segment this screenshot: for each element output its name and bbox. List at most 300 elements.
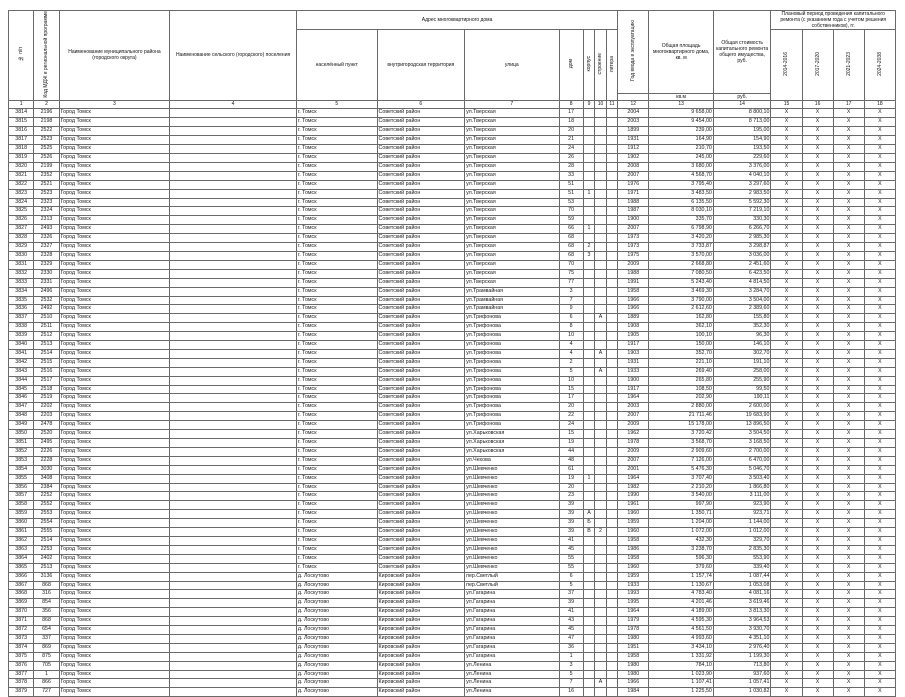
cell-period-3: X [833, 465, 864, 474]
cell-house: 51 [559, 180, 583, 189]
cell-district: Советский район [377, 207, 465, 216]
cell-district: Советский район [377, 127, 465, 136]
cell-period-1: X [771, 154, 802, 163]
cell-building [595, 341, 607, 350]
cell-municipal: Город Томск [59, 421, 170, 430]
cell-period-1: X [771, 510, 802, 519]
cell-locality: г. Томск [296, 278, 377, 287]
cell-total-area: 335,70 [649, 216, 714, 225]
cell-locality: д. Лоскутово [296, 608, 377, 617]
cell-house: 70 [559, 207, 583, 216]
cell-settlement [170, 581, 297, 590]
cell-total-area: 3 420,20 [649, 234, 714, 243]
cell-row-num: 3846 [9, 394, 34, 403]
cell-reg-code: 316 [34, 590, 59, 599]
cell-total-area: 2 880,00 [649, 403, 714, 412]
cell-reg-code: 2324 [34, 207, 59, 216]
cell-municipal: Город Томск [59, 545, 170, 554]
cell-settlement [170, 332, 297, 341]
cell-period-2: X [802, 563, 833, 572]
cell-street: ул.Тверская [465, 162, 559, 171]
cell-district: Советский район [377, 483, 465, 492]
cell-total-area: 3 469,30 [649, 287, 714, 296]
cell-street: ул.Шевченко [465, 545, 559, 554]
cell-letter [606, 447, 618, 456]
cell-reg-code: 2327 [34, 243, 59, 252]
register-sheet [8, 10, 896, 697]
cell-locality: г. Томск [296, 528, 377, 537]
cell-building: А [595, 349, 607, 358]
cell-letter [606, 216, 618, 225]
table-row [9, 234, 896, 243]
cell-period-4: X [864, 545, 895, 554]
cell-settlement [170, 109, 297, 118]
cell-house: 3 [559, 287, 583, 296]
cell-locality: г. Томск [296, 385, 377, 394]
cell-settlement [170, 465, 297, 474]
cell-municipal: Город Томск [59, 439, 170, 448]
table-row [9, 269, 896, 278]
cell-locality: г. Томск [296, 171, 377, 180]
cell-district: Кировский район [377, 670, 465, 679]
table-row [9, 296, 896, 305]
cell-period-4: X [864, 501, 895, 510]
cell-municipal: Город Томск [59, 243, 170, 252]
cell-period-4: X [864, 474, 895, 483]
cell-letter [606, 599, 618, 608]
cell-cost: 191,10 [713, 358, 771, 367]
cell-street: ул.Трифонова [465, 385, 559, 394]
cell-street: ул.Шевченко [465, 474, 559, 483]
header-cost: Общая стоимость капитального ремонта общего имущества, руб. [713, 11, 771, 94]
cell-period-4: X [864, 376, 895, 385]
cell-cost: 5 046,70 [713, 465, 771, 474]
cell-reg-code: 2313 [34, 216, 59, 225]
cell-cost: 5 592,30 [713, 198, 771, 207]
cell-corpus [583, 278, 595, 287]
cell-period-3: X [833, 243, 864, 252]
cell-letter [606, 679, 618, 688]
cell-letter [606, 225, 618, 234]
cell-year: 1980 [618, 661, 649, 670]
cell-period-2: X [802, 474, 833, 483]
cell-total-area: 1 331,92 [649, 652, 714, 661]
cell-letter [606, 572, 618, 581]
table-row [9, 403, 896, 412]
cell-period-2: X [802, 652, 833, 661]
cell-period-2: X [802, 251, 833, 260]
cell-house: 20 [559, 127, 583, 136]
cell-period-2: X [802, 510, 833, 519]
cell-corpus [583, 171, 595, 180]
cell-municipal: Город Томск [59, 109, 170, 118]
cell-reg-code: 727 [34, 688, 59, 697]
cell-cost: 193,50 [713, 145, 771, 154]
cell-period-4: X [864, 109, 895, 118]
cell-letter [606, 358, 618, 367]
cell-settlement [170, 314, 297, 323]
cell-period-2: X [802, 358, 833, 367]
cell-locality: д. Лоскутово [296, 634, 377, 643]
cell-period-1: X [771, 367, 802, 376]
cell-period-3: X [833, 545, 864, 554]
cell-cost: 1 053,08 [713, 581, 771, 590]
cell-period-4: X [864, 260, 895, 269]
cell-locality: г. Томск [296, 536, 377, 545]
cell-street: ул.Харьковская [465, 447, 559, 456]
cell-row-num: 3866 [9, 572, 34, 581]
cell-locality: г. Томск [296, 394, 377, 403]
header-period-3: 2021-2023 [833, 30, 864, 101]
cell-street: ул.Тверская [465, 207, 559, 216]
table-row [9, 314, 896, 323]
cell-cost: 4 040,10 [713, 171, 771, 180]
cell-row-num: 3850 [9, 430, 34, 439]
cell-corpus: 1 [583, 189, 595, 198]
cell-period-1: X [771, 536, 802, 545]
column-number: 10 [595, 100, 607, 109]
cell-municipal: Город Томск [59, 394, 170, 403]
cell-total-area: 3 790,00 [649, 296, 714, 305]
header-reg-code: Код МДЖ в региональной программе [34, 11, 59, 101]
cell-house: 43 [559, 617, 583, 626]
cell-corpus [583, 599, 595, 608]
cell-district: Советский район [377, 323, 465, 332]
cell-letter [606, 456, 618, 465]
cell-period-1: X [771, 581, 802, 590]
cell-street: ул.Тверская [465, 109, 559, 118]
cell-reg-code: 2496 [34, 287, 59, 296]
cell-reg-code: 2402 [34, 554, 59, 563]
cell-street: ул.Тверская [465, 225, 559, 234]
cell-settlement [170, 154, 297, 163]
cell-cost: 713,80 [713, 661, 771, 670]
table-row [9, 162, 896, 171]
cell-row-num: 3831 [9, 260, 34, 269]
cell-municipal: Город Томск [59, 332, 170, 341]
cell-year: 1973 [618, 243, 649, 252]
table-row [9, 349, 896, 358]
cell-building [595, 447, 607, 456]
cell-corpus [583, 349, 595, 358]
column-number: 8 [559, 100, 583, 109]
cell-municipal: Город Томск [59, 269, 170, 278]
cell-letter [606, 296, 618, 305]
cell-building [595, 519, 607, 528]
cell-building [595, 287, 607, 296]
cell-house: 39 [559, 599, 583, 608]
cell-total-area: 4 201,46 [649, 599, 714, 608]
cell-period-3: X [833, 394, 864, 403]
table-body [9, 109, 896, 697]
cell-street: ул.Шевченко [465, 510, 559, 519]
cell-period-1: X [771, 670, 802, 679]
cell-building [595, 216, 607, 225]
cell-row-num: 3835 [9, 296, 34, 305]
cell-building [595, 305, 607, 314]
cell-reg-code: 868 [34, 581, 59, 590]
cell-total-area: 21 711,46 [649, 412, 714, 421]
cell-period-4: X [864, 634, 895, 643]
cell-period-4: X [864, 510, 895, 519]
cell-settlement [170, 536, 297, 545]
cell-house: 4 [559, 349, 583, 358]
cell-period-3: X [833, 617, 864, 626]
cell-letter [606, 430, 618, 439]
cell-row-num: 3876 [9, 661, 34, 670]
cell-row-num: 3834 [9, 287, 34, 296]
cell-total-area: 6 798,90 [649, 225, 714, 234]
cell-period-2: X [802, 109, 833, 118]
cell-street: ул.Ленина [465, 688, 559, 697]
cell-cost: 937,60 [713, 670, 771, 679]
cell-district: Кировский район [377, 634, 465, 643]
cell-period-1: X [771, 145, 802, 154]
cell-district: Кировский район [377, 581, 465, 590]
cell-municipal: Город Томск [59, 278, 170, 287]
table-row [9, 145, 896, 154]
header-corpus: корпус [583, 30, 595, 101]
cell-house: 44 [559, 447, 583, 456]
cell-row-num: 3845 [9, 385, 34, 394]
cell-letter [606, 207, 618, 216]
cell-period-2: X [802, 305, 833, 314]
cell-settlement [170, 341, 297, 350]
cell-year: 1958 [618, 652, 649, 661]
cell-settlement [170, 501, 297, 510]
cell-cost: 2 451,60 [713, 260, 771, 269]
cell-municipal: Город Томск [59, 198, 170, 207]
cell-total-area: 432,30 [649, 536, 714, 545]
cell-settlement [170, 376, 297, 385]
table-row [9, 617, 896, 626]
cell-period-3: X [833, 109, 864, 118]
cell-row-num: 3817 [9, 136, 34, 145]
cell-district: Советский район [377, 162, 465, 171]
cell-row-num: 3842 [9, 358, 34, 367]
cell-locality: г. Томск [296, 519, 377, 528]
cell-period-4: X [864, 314, 895, 323]
cell-year: 2007 [618, 456, 649, 465]
cell-house: 55 [559, 554, 583, 563]
cell-municipal: Город Томск [59, 554, 170, 563]
cell-year: 1905 [618, 332, 649, 341]
table-row [9, 447, 896, 456]
cell-row-num: 3856 [9, 483, 34, 492]
cell-cost: 3 504,00 [713, 296, 771, 305]
header-num: № п/п [9, 11, 34, 101]
cell-period-2: X [802, 545, 833, 554]
table-row [9, 412, 896, 421]
table-row [9, 519, 896, 528]
cell-year: 1900 [618, 216, 649, 225]
cell-house: 39 [559, 501, 583, 510]
cell-district: Советский район [377, 341, 465, 350]
cell-municipal: Город Томск [59, 367, 170, 376]
cell-house: 53 [559, 198, 583, 207]
cell-building [595, 510, 607, 519]
cell-cost: 553,90 [713, 554, 771, 563]
cell-letter [606, 305, 618, 314]
header-cost-unit: руб. [713, 93, 771, 100]
cell-cost: 99,50 [713, 385, 771, 394]
cell-municipal: Город Томск [59, 563, 170, 572]
cell-locality: г. Томск [296, 216, 377, 225]
cell-row-num: 3816 [9, 127, 34, 136]
cell-total-area: 4 783,40 [649, 590, 714, 599]
cell-period-2: X [802, 341, 833, 350]
header-area-unit: кв.м [649, 93, 714, 100]
cell-settlement [170, 510, 297, 519]
cell-period-1: X [771, 118, 802, 127]
cell-period-2: X [802, 269, 833, 278]
cell-period-2: X [802, 278, 833, 287]
cell-total-area: 784,10 [649, 661, 714, 670]
cell-period-3: X [833, 492, 864, 501]
cell-building [595, 501, 607, 510]
cell-municipal: Город Томск [59, 643, 170, 652]
cell-period-3: X [833, 136, 864, 145]
cell-period-2: X [802, 136, 833, 145]
cell-letter [606, 519, 618, 528]
cell-total-area: 221,10 [649, 358, 714, 367]
cell-district: Советский район [377, 465, 465, 474]
cell-cost: 6 266,70 [713, 225, 771, 234]
cell-district: Советский район [377, 376, 465, 385]
cell-building [595, 109, 607, 118]
cell-municipal: Город Томск [59, 652, 170, 661]
cell-period-1: X [771, 465, 802, 474]
cell-settlement [170, 617, 297, 626]
cell-street: ул.Трифонова [465, 394, 559, 403]
cell-building [595, 145, 607, 154]
cell-cost: 3 298,87 [713, 243, 771, 252]
cell-locality: г. Томск [296, 456, 377, 465]
cell-district: Кировский район [377, 572, 465, 581]
cell-year: 2009 [618, 421, 649, 430]
cell-period-1: X [771, 109, 802, 118]
cell-district: Советский район [377, 358, 465, 367]
cell-district: Советский район [377, 510, 465, 519]
cell-period-2: X [802, 287, 833, 296]
cell-locality: г. Томск [296, 243, 377, 252]
cell-street: ул.Шевченко [465, 554, 559, 563]
cell-period-4: X [864, 367, 895, 376]
cell-letter [606, 251, 618, 260]
cell-letter [606, 118, 618, 127]
cell-district: Советский район [377, 198, 465, 207]
column-number-row [9, 100, 896, 109]
table-row [9, 510, 896, 519]
cell-period-3: X [833, 590, 864, 599]
cell-period-4: X [864, 234, 895, 243]
table-row [9, 456, 896, 465]
header-locality: населённый пункт [296, 30, 377, 101]
cell-reg-code: 2323 [34, 198, 59, 207]
cell-cost: 2 600,00 [713, 403, 771, 412]
cell-row-num: 3818 [9, 145, 34, 154]
cell-letter [606, 465, 618, 474]
cell-house: 4 [559, 341, 583, 350]
cell-settlement [170, 234, 297, 243]
cell-building [595, 563, 607, 572]
cell-cost: 190,11 [713, 394, 771, 403]
cell-locality: г. Томск [296, 439, 377, 448]
cell-locality: г. Томск [296, 180, 377, 189]
cell-period-3: X [833, 634, 864, 643]
cell-row-num: 3814 [9, 109, 34, 118]
cell-total-area: 6 135,50 [649, 198, 714, 207]
cell-locality: г. Томск [296, 563, 377, 572]
cell-period-4: X [864, 617, 895, 626]
cell-total-area: 2 668,80 [649, 260, 714, 269]
cell-reg-code: 2514 [34, 349, 59, 358]
cell-settlement [170, 189, 297, 198]
cell-street: ул.Тверская [465, 198, 559, 207]
cell-municipal: Город Томск [59, 162, 170, 171]
cell-period-4: X [864, 554, 895, 563]
cell-corpus [583, 554, 595, 563]
cell-period-2: X [802, 501, 833, 510]
cell-reg-code: 3030 [34, 465, 59, 474]
cell-period-3: X [833, 118, 864, 127]
cell-letter [606, 278, 618, 287]
cell-settlement [170, 180, 297, 189]
cell-total-area: 239,00 [649, 127, 714, 136]
cell-row-num: 3879 [9, 688, 34, 697]
cell-period-4: X [864, 243, 895, 252]
cell-period-3: X [833, 145, 864, 154]
cell-reg-code: 2331 [34, 278, 59, 287]
cell-period-1: X [771, 180, 802, 189]
cell-street: ул.Тверская [465, 189, 559, 198]
cell-district: Советский район [377, 225, 465, 234]
cell-period-2: X [802, 412, 833, 421]
cell-corpus [583, 447, 595, 456]
cell-cost: 3 168,50 [713, 439, 771, 448]
cell-building [595, 403, 607, 412]
cell-corpus [583, 198, 595, 207]
cell-street: ул.Гагарина [465, 590, 559, 599]
cell-district: Советский район [377, 545, 465, 554]
table-row [9, 367, 896, 376]
cell-settlement [170, 349, 297, 358]
cell-total-area: 162,80 [649, 314, 714, 323]
cell-period-2: X [802, 332, 833, 341]
cell-total-area: 3 680,00 [649, 162, 714, 171]
cell-corpus [583, 572, 595, 581]
cell-house: 59 [559, 216, 583, 225]
cell-period-1: X [771, 225, 802, 234]
cell-year: 1979 [618, 617, 649, 626]
cell-period-3: X [833, 376, 864, 385]
cell-period-2: X [802, 679, 833, 688]
cell-settlement [170, 367, 297, 376]
cell-reg-code: 2328 [34, 251, 59, 260]
cell-street: ул.Ленина [465, 661, 559, 670]
cell-year: 1960 [618, 528, 649, 537]
cell-period-3: X [833, 626, 864, 635]
cell-street: ул.Шевченко [465, 528, 559, 537]
cell-street: ул.Трифонова [465, 332, 559, 341]
cell-period-3: X [833, 572, 864, 581]
cell-row-num: 3840 [9, 341, 34, 350]
cell-row-num: 3828 [9, 234, 34, 243]
cell-period-4: X [864, 447, 895, 456]
cell-period-4: X [864, 145, 895, 154]
cell-cost: 4 814,50 [713, 278, 771, 287]
cell-locality: г. Томск [296, 430, 377, 439]
